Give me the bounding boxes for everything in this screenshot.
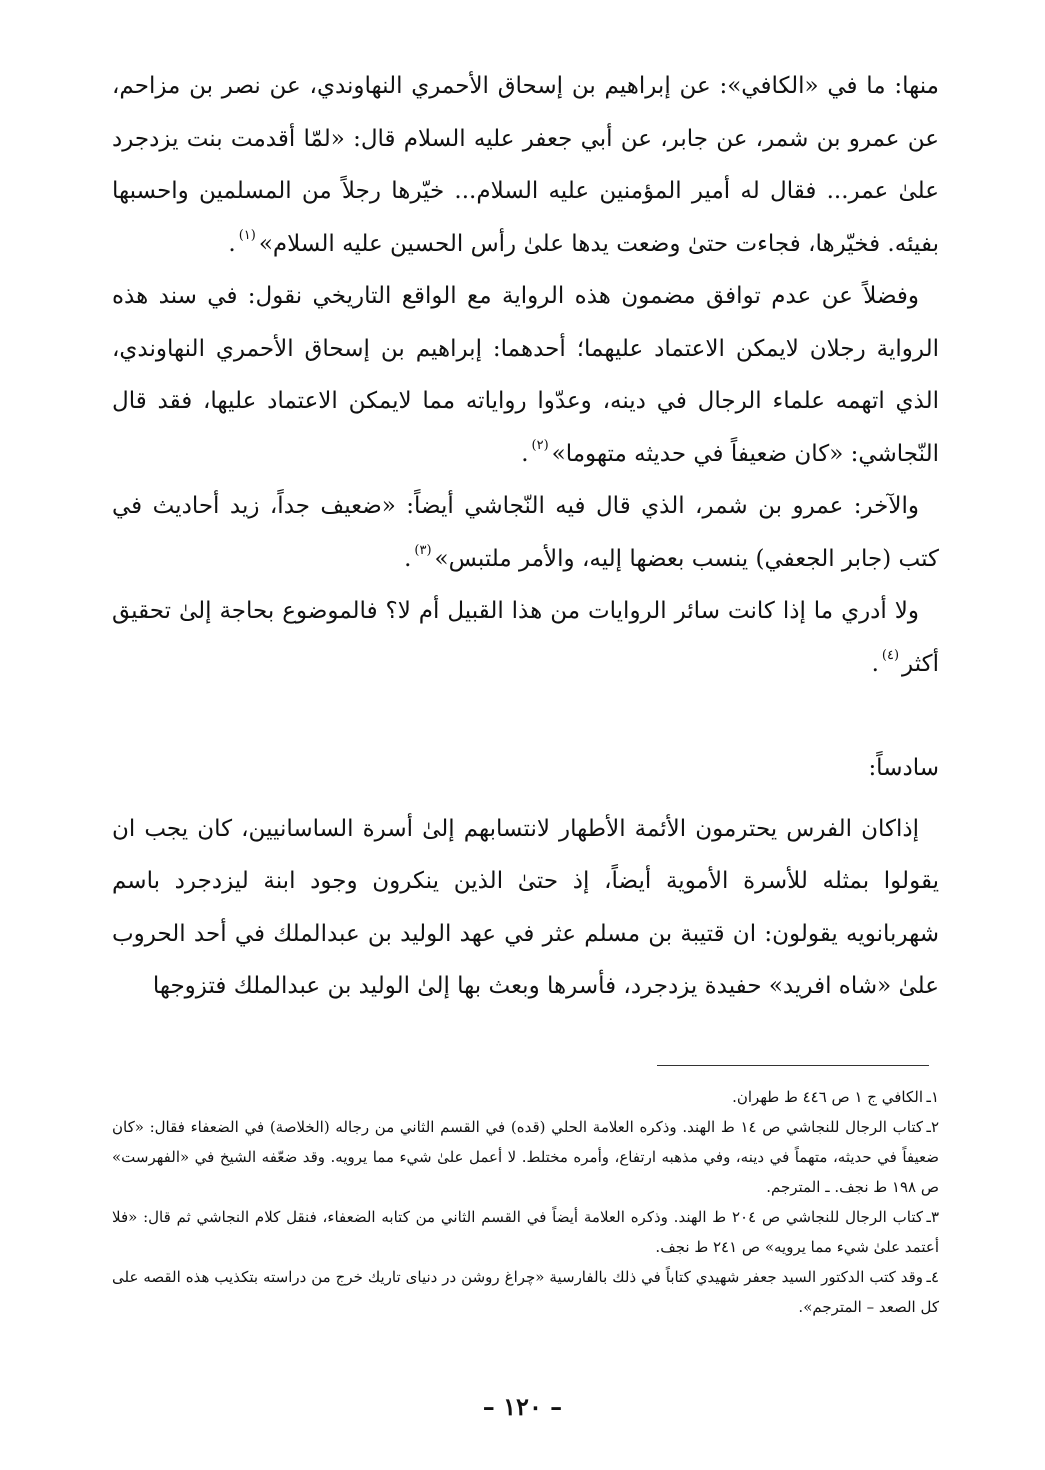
footnote-3 — [112, 1202, 939, 1262]
page-number: – ١٢٠ – — [482, 1392, 563, 1421]
paragraph-3-text: والآخر: عمرو بن شمر، الذي قال فيه النّجاشي أيضاً: «ضعيف جداً، زيد أحاديث في كتب (جابر الجعفي) ينسب بعضها إليه، والأمر ملتبس» — [112, 493, 939, 572]
footnote-ref-3: (٣) — [414, 542, 432, 558]
paragraph-2-text: وفضلاً عن عدم توافق مضمون هذه الرواية مع الواقع التاريخي نقول: في سند هذه الرواية رجلان لايمكن الاعتماد عليهما؛ أحدهما: إبراهيم بن إسحاق الأحمري النهاوندي، الذي اتهمه علماء الرجال في دينه، وعدّوا رواياته مما لايمكن الاعتماد عليها، فقد قال النّجاشي: «كان ضعيفاً في حديثه متهوما» — [112, 283, 939, 467]
paragraph-4-text: ولا أدري ما إذا كانت سائر الروايات من هذا القبيل أم لا؟ فالموضوع بحاجة إلىٰ تحقيق أكثر — [112, 598, 939, 677]
footnote-ref-1: (١) — [238, 227, 256, 243]
footnote-1 — [112, 1082, 939, 1112]
footnote-text: وقد كتب الدكتور السيد جعفر شهيدي كتاباً في ذلك بالفارسية «چراغ روشن در دنياى تاريك خرج من دراسته بتكذيب هذه القصه على كل الصعد – المترجم». — [112, 1268, 939, 1316]
paragraph-3 — [112, 480, 939, 585]
paragraph-1 — [112, 60, 939, 270]
paragraph-3-end: . — [404, 545, 412, 572]
paragraph-1-text: منها: ما في «الكافي»: عن إبراهيم بن إسحاق الأحمري النهاوندي، عن نصر بن مزاحم، عن عمرو بن شمر، عن جابر، عن أبي جعفر عليه السلام قال: «لمّا أقدمت بنت يزدجرد علىٰ عمر... فقال له أمير المؤمنين عليه السلام... خيّرها رجلاً من المسلمين واحسبها بفيئه. فخيّرها، فجاءت حتىٰ وضعت يدها علىٰ رأس الحسين عليه السلام» — [112, 73, 939, 257]
footnote-text: كتاب الرجال للنجاشي ص ٢٠٤ ط الهند. وذكره العلامة أيضاً في القسم الثاني من كتابه الضعفاء، فنقل كلام النجاشي ثم قال: «فلا أعتمد علىٰ شيء مما يرويه» ص ٢٤١ ط نجف. — [112, 1208, 939, 1256]
main-text — [112, 60, 939, 1013]
footnote-number: ٣ـ — [926, 1208, 939, 1226]
footnote-ref-4: (٤) — [881, 647, 900, 663]
footnote-number: ٢ـ — [926, 1118, 939, 1136]
paragraph-5-text: إذاكان الفرس يحترمون الأئمة الأطهار لانتسابهم إلىٰ أسرة الساسانيين، كان يجب ان يقولوا بمثله للأسرة الأموية أيضاً، إذ حتىٰ الذين ينكرون وجود ابنة ليزدجرد باسم شهربانويه يقولون: ان قتيبة بن مسلم عثر في عهد الوليد بن عبدالملك في أحد الحروب علىٰ «شاه افريد» حفيدة يزدجرد، فأسرها وبعث بها إلىٰ الوليد بن عبدالملك فتزوجها — [112, 815, 939, 999]
paragraph-2 — [112, 270, 939, 480]
paragraph-2-end: . — [521, 440, 529, 467]
footnote-text: كتاب الرجال للنجاشي ص ١٤ ط الهند. وذكره العلامة الحلي (قده) في القسم الثاني من رجاله (الخلاصة) في الضعفاء فقال: «كان ضعيفاً في حديثه، متهماً في دينه، وفي مذهبه ارتفاع، وأمره مختلط. لا أعمل علىٰ شيء مما يرويه. وقد ضعّفه الشيخ في «الفهرست» ص ١٩٨ ط نجف. ـ المترجم. — [112, 1118, 939, 1196]
paragraph-5 — [112, 803, 939, 1013]
footnote-number: ١ـ — [926, 1088, 939, 1106]
footnotes — [112, 1082, 939, 1322]
section-heading: سادساً: — [868, 755, 939, 781]
footnote-2 — [112, 1112, 939, 1202]
paragraph-4 — [112, 585, 939, 690]
footnote-text: الكافي ج ١ ص ٤٤٦ ط طهران. — [732, 1088, 923, 1106]
footnote-4 — [112, 1262, 939, 1322]
footnote-divider — [657, 1065, 929, 1066]
footnote-ref-2: (٢) — [531, 437, 549, 453]
paragraph-4-end: . — [871, 650, 879, 677]
paragraph-1-end: . — [228, 230, 236, 257]
footnote-number: ٤ـ — [926, 1268, 939, 1286]
